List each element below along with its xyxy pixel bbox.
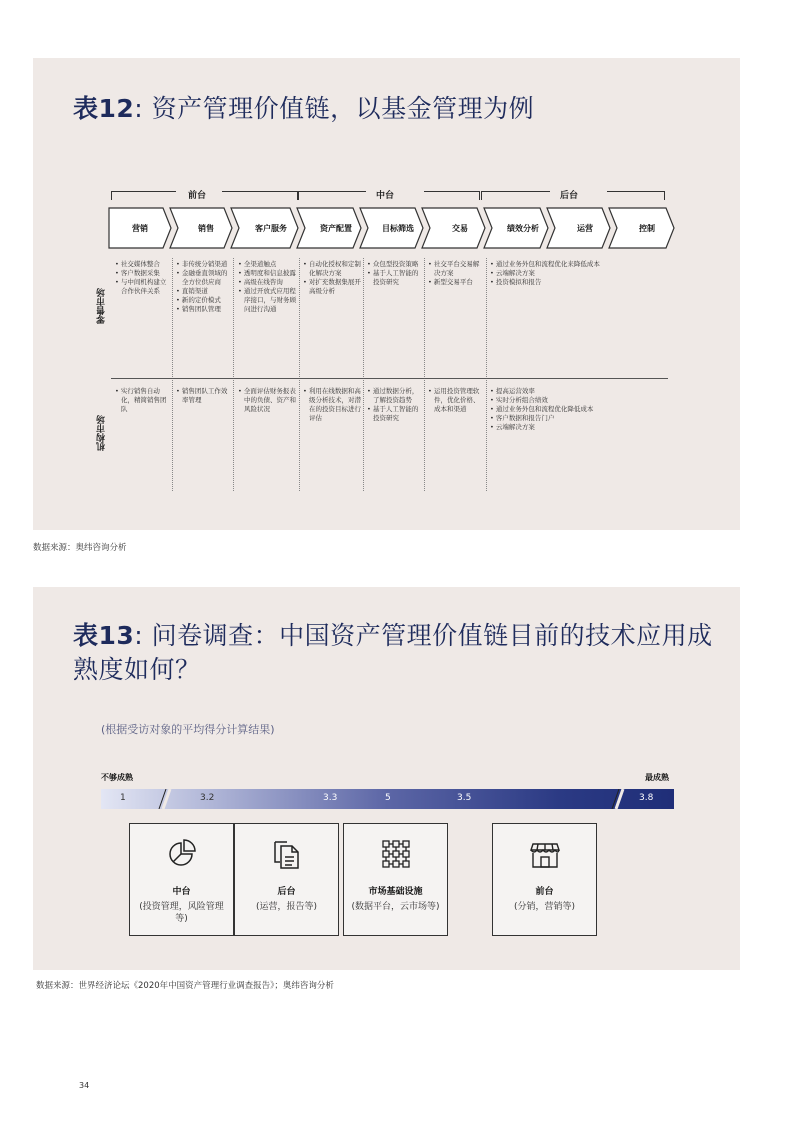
bracket-back-left bbox=[481, 191, 550, 200]
box-market-infrastructure bbox=[343, 823, 448, 936]
box-title: 前台 bbox=[535, 887, 554, 897]
column-divider bbox=[233, 258, 234, 491]
box-title: 后台 bbox=[277, 887, 296, 897]
table12-title: 表12: 资产管理价值链，以基金管理为例 bbox=[73, 94, 535, 123]
list-item: • 实时分析组合绩效 bbox=[490, 396, 548, 404]
step-operations: 运营 bbox=[577, 224, 593, 233]
storefront-icon bbox=[529, 838, 561, 870]
column-divider bbox=[363, 258, 364, 491]
row-divider bbox=[111, 378, 668, 379]
list-item: • 利用在线数据和高级分析技术，对潜在的投资目标进行评估 bbox=[303, 387, 361, 422]
list-item: • 实行销售自动化，精简销售团队 bbox=[115, 387, 167, 413]
list-item: • 自动化授权和定制化解决方案 bbox=[303, 260, 361, 277]
retail-cell-marketing bbox=[115, 260, 171, 296]
list-item: • 通过业务外包和流程优化降低成本 bbox=[490, 405, 594, 413]
bracket-middle-left bbox=[297, 191, 366, 200]
list-item: • 通过开放式应用程序接口，与财务顾问进行沟通 bbox=[238, 287, 296, 313]
bracket-back-right bbox=[607, 191, 665, 200]
row-label-retail: 零售市场 bbox=[97, 288, 107, 324]
table12-panel bbox=[33, 58, 740, 530]
list-item: • 直销渠道 bbox=[176, 287, 208, 295]
list-item: • 提高运营效率 bbox=[490, 387, 535, 395]
inst-cell-sales bbox=[176, 387, 232, 405]
step-performance-analysis: 绩效分析 bbox=[507, 224, 539, 233]
step-asset-allocation: 资产配置 bbox=[320, 224, 352, 233]
step-client-service: 客户服务 bbox=[255, 224, 287, 233]
list-item: • 销售团队管理 bbox=[176, 305, 221, 313]
scale-max-label: 最成熟 bbox=[645, 773, 669, 782]
list-item: • 非传统分销渠道 bbox=[176, 260, 228, 268]
scale-tick: 3.3 bbox=[323, 793, 338, 803]
table13-source: 数据来源：世界经济论坛《2020年中国资产管理行业调查报告》；奥纬咨询分析 bbox=[36, 981, 334, 991]
network-grid-icon bbox=[380, 838, 412, 870]
table13-panel bbox=[33, 587, 740, 970]
table13-title: 表13: 问卷调查：中国资产管理价值链目前的技术应用成 熟度如何？ bbox=[73, 621, 713, 684]
box-desc: (投资管理，风险管理等) bbox=[139, 902, 224, 924]
list-item: • 众包型投资策略 bbox=[367, 260, 419, 268]
list-item: • 云端解决方案 bbox=[490, 269, 535, 277]
list-item: • 新的定价模式 bbox=[176, 296, 221, 304]
group-front: 前台 bbox=[188, 191, 207, 201]
box-middle-office bbox=[129, 823, 234, 936]
list-item: • 全渠道触点 bbox=[238, 260, 277, 268]
list-item: • 基于人工智能的投资研究 bbox=[367, 269, 419, 286]
group-back: 后台 bbox=[560, 191, 579, 201]
box-back-office bbox=[234, 823, 339, 936]
table12-source: 数据来源：奥纬咨询分析 bbox=[33, 543, 127, 553]
row-label-institutional: 机构市场 bbox=[97, 415, 107, 451]
pie-chart-icon bbox=[166, 838, 198, 870]
column-divider bbox=[424, 258, 425, 491]
step-sales: 销售 bbox=[198, 224, 214, 233]
scale-tick: 3.8 bbox=[639, 793, 654, 803]
list-item: • 通过数据分析，了解投资趋势 bbox=[367, 387, 419, 404]
inst-cell-asset-allocation bbox=[303, 387, 363, 423]
column-divider bbox=[299, 258, 300, 491]
list-item: • 新型交易平台 bbox=[428, 278, 473, 286]
step-trading: 交易 bbox=[452, 224, 468, 233]
scale-tick: 1 bbox=[120, 793, 126, 803]
scale-min-label: 不够成熟 bbox=[101, 773, 133, 782]
step-marketing: 营销 bbox=[132, 224, 148, 233]
box-title: 中台 bbox=[172, 887, 191, 897]
page-number: 34 bbox=[79, 1081, 90, 1090]
scale-tick: 3.5 bbox=[457, 793, 472, 803]
inst-cell-target-screening bbox=[367, 387, 423, 423]
inst-cell-client-service bbox=[238, 387, 298, 414]
list-item: • 客户数据采集 bbox=[115, 269, 160, 277]
bracket-front-right bbox=[222, 191, 299, 200]
list-item: • 客户数据和报告门户 bbox=[490, 414, 555, 422]
retail-cell-back-office bbox=[490, 260, 665, 287]
list-item: • 运用投资管理软件，优化价格、成本和渠道 bbox=[428, 387, 480, 413]
table13-subtitle: (根据受访对象的平均得分计算结果) bbox=[101, 723, 275, 736]
step-target-screening: 目标筛选 bbox=[382, 224, 414, 233]
list-item: • 销售团队工作效率管理 bbox=[176, 387, 228, 404]
scale-tick: 5 bbox=[385, 793, 391, 803]
step-control: 控制 bbox=[639, 224, 655, 233]
inst-cell-back-office bbox=[490, 387, 665, 432]
list-item: • 基于人工智能的投资研究 bbox=[367, 405, 419, 422]
inst-cell-marketing bbox=[115, 387, 171, 414]
list-item: • 金融垂直领域的全方位供应商 bbox=[176, 269, 228, 286]
group-middle: 中台 bbox=[376, 191, 395, 201]
document-icon bbox=[271, 838, 303, 870]
bracket-middle-right bbox=[424, 191, 480, 200]
column-divider bbox=[486, 258, 487, 491]
list-item: • 云端解决方案 bbox=[490, 423, 535, 431]
box-front-office bbox=[492, 823, 597, 936]
retail-cell-asset-allocation bbox=[303, 260, 363, 296]
box-title: 市场基础设施 bbox=[368, 887, 423, 897]
bracket-front-left bbox=[111, 191, 176, 200]
list-item: • 社交平台交易解决方案 bbox=[428, 260, 480, 277]
retail-cell-trading bbox=[428, 260, 485, 287]
column-divider bbox=[172, 258, 173, 491]
box-desc: (数据平台，云市场等) bbox=[351, 902, 440, 912]
list-item: • 通过业务外包和流程优化来降低成本 bbox=[490, 260, 600, 268]
list-item: • 透明度和信息披露 bbox=[238, 269, 296, 277]
list-item: • 全面评估财务报表中的负债、资产和风险状况 bbox=[238, 387, 296, 413]
list-item: • 高级在线咨询 bbox=[238, 278, 283, 286]
list-item: • 社交媒体整合 bbox=[115, 260, 160, 268]
box-desc: (运营，报告等) bbox=[255, 902, 318, 912]
list-item: • 投资模拟和报告 bbox=[490, 278, 542, 286]
box-desc: (分销，营销等) bbox=[513, 902, 576, 912]
retail-cell-sales bbox=[176, 260, 232, 314]
list-item: • 对扩充数据集展开高级分析 bbox=[303, 278, 361, 295]
retail-cell-target-screening bbox=[367, 260, 423, 287]
inst-cell-trading bbox=[428, 387, 485, 414]
list-item: • 与中间机构建立合作伙伴关系 bbox=[115, 278, 167, 295]
retail-cell-client-service bbox=[238, 260, 298, 314]
scale-tick: 3.2 bbox=[200, 793, 215, 803]
